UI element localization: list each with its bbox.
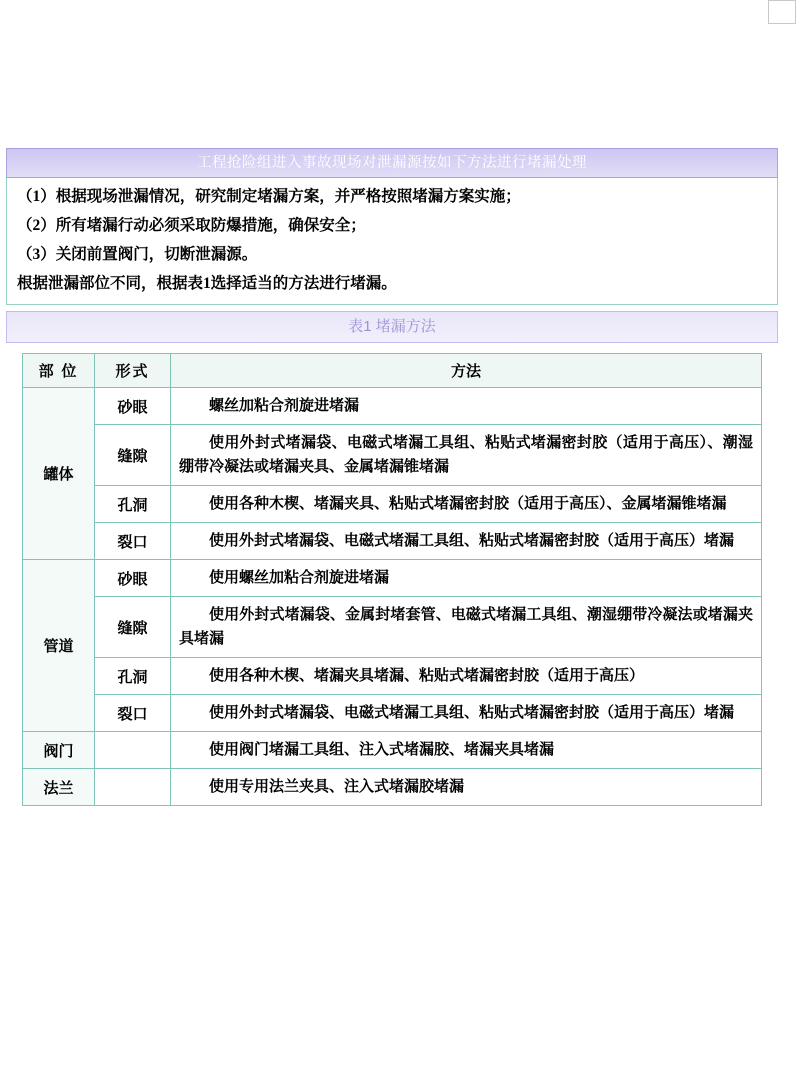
table-row [23, 486, 762, 523]
cell-form: 缝隙 [95, 597, 171, 658]
cell-method: 使用专用法兰夹具、注入式堵漏胶堵漏 [171, 769, 762, 806]
table-row [23, 560, 762, 597]
intro-line-3: （3）关闭前置阀门，切断泄漏源。 [17, 246, 258, 264]
table-row [23, 425, 762, 486]
cell-form: 砂眼 [95, 560, 171, 597]
intro-line-2: （2）所有堵漏行动必须采取防爆措施，确保安全； [17, 217, 366, 235]
cell-form: 缝隙 [95, 425, 171, 486]
cell-part: 管道 [23, 560, 95, 732]
leak-sealing-methods-table [22, 353, 762, 806]
intro-line-4: 根据泄漏部位不同，根据表1选择适当的方法进行堵漏。 [17, 275, 397, 293]
table-header-row [23, 354, 762, 388]
cell-method: 使用外封式堵漏袋、金属封堵套管、电磁式堵漏工具组、潮湿绷带冷凝法或堵漏夹具堵漏 [171, 597, 762, 658]
table-caption: 表1 堵漏方法 [6, 311, 778, 343]
intro-block [6, 178, 778, 305]
section-banner: 工程抢险组进入事故现场对泄漏源按如下方法进行堵漏处理 [6, 148, 778, 178]
cell-method: 使用阀门堵漏工具组、注入式堵漏胶、堵漏夹具堵漏 [171, 732, 762, 769]
table-row [23, 597, 762, 658]
cell-form: 孔洞 [95, 658, 171, 695]
cell-form: 孔洞 [95, 486, 171, 523]
header-form: 形式 [95, 354, 171, 388]
cell-part: 法兰 [23, 769, 95, 806]
header-part: 部 位 [23, 354, 95, 388]
table-wrapper [6, 353, 778, 806]
cell-method: 使用外封式堵漏袋、电磁式堵漏工具组、粘贴式堵漏密封胶（适用于高压）堵漏 [171, 695, 762, 732]
table-row [23, 695, 762, 732]
corner-placeholder-box [768, 0, 796, 24]
cell-form: 砂眼 [95, 388, 171, 425]
cell-method: 使用各种木楔、堵漏夹具、粘贴式堵漏密封胶（适用于高压）、金属堵漏锥堵漏 [171, 486, 762, 523]
cell-form: 裂口 [95, 523, 171, 560]
cell-method: 使用各种木楔、堵漏夹具堵漏、粘贴式堵漏密封胶（适用于高压） [171, 658, 762, 695]
cell-form [95, 732, 171, 769]
document-content [6, 148, 778, 806]
cell-method: 使用外封式堵漏袋、电磁式堵漏工具组、粘贴式堵漏密封胶（适用于高压）堵漏 [171, 523, 762, 560]
table-row [23, 658, 762, 695]
cell-part: 罐体 [23, 388, 95, 560]
table-row [23, 769, 762, 806]
cell-method: 使用螺丝加粘合剂旋进堵漏 [171, 560, 762, 597]
intro-line-1: （1）根据现场泄漏情况，研究制定堵漏方案，并严格按照堵漏方案实施； [17, 188, 521, 205]
cell-part: 阀门 [23, 732, 95, 769]
table-row [23, 523, 762, 560]
cell-method: 使用外封式堵漏袋、电磁式堵漏工具组、粘贴式堵漏密封胶（适用于高压）、潮湿绷带冷凝法或堵漏夹具、金属堵漏锥堵漏 [171, 425, 762, 486]
table-row [23, 388, 762, 425]
cell-form: 裂口 [95, 695, 171, 732]
cell-form [95, 769, 171, 806]
cell-method: 螺丝加粘合剂旋进堵漏 [171, 388, 762, 425]
header-method: 方法 [171, 354, 762, 388]
table-row [23, 732, 762, 769]
